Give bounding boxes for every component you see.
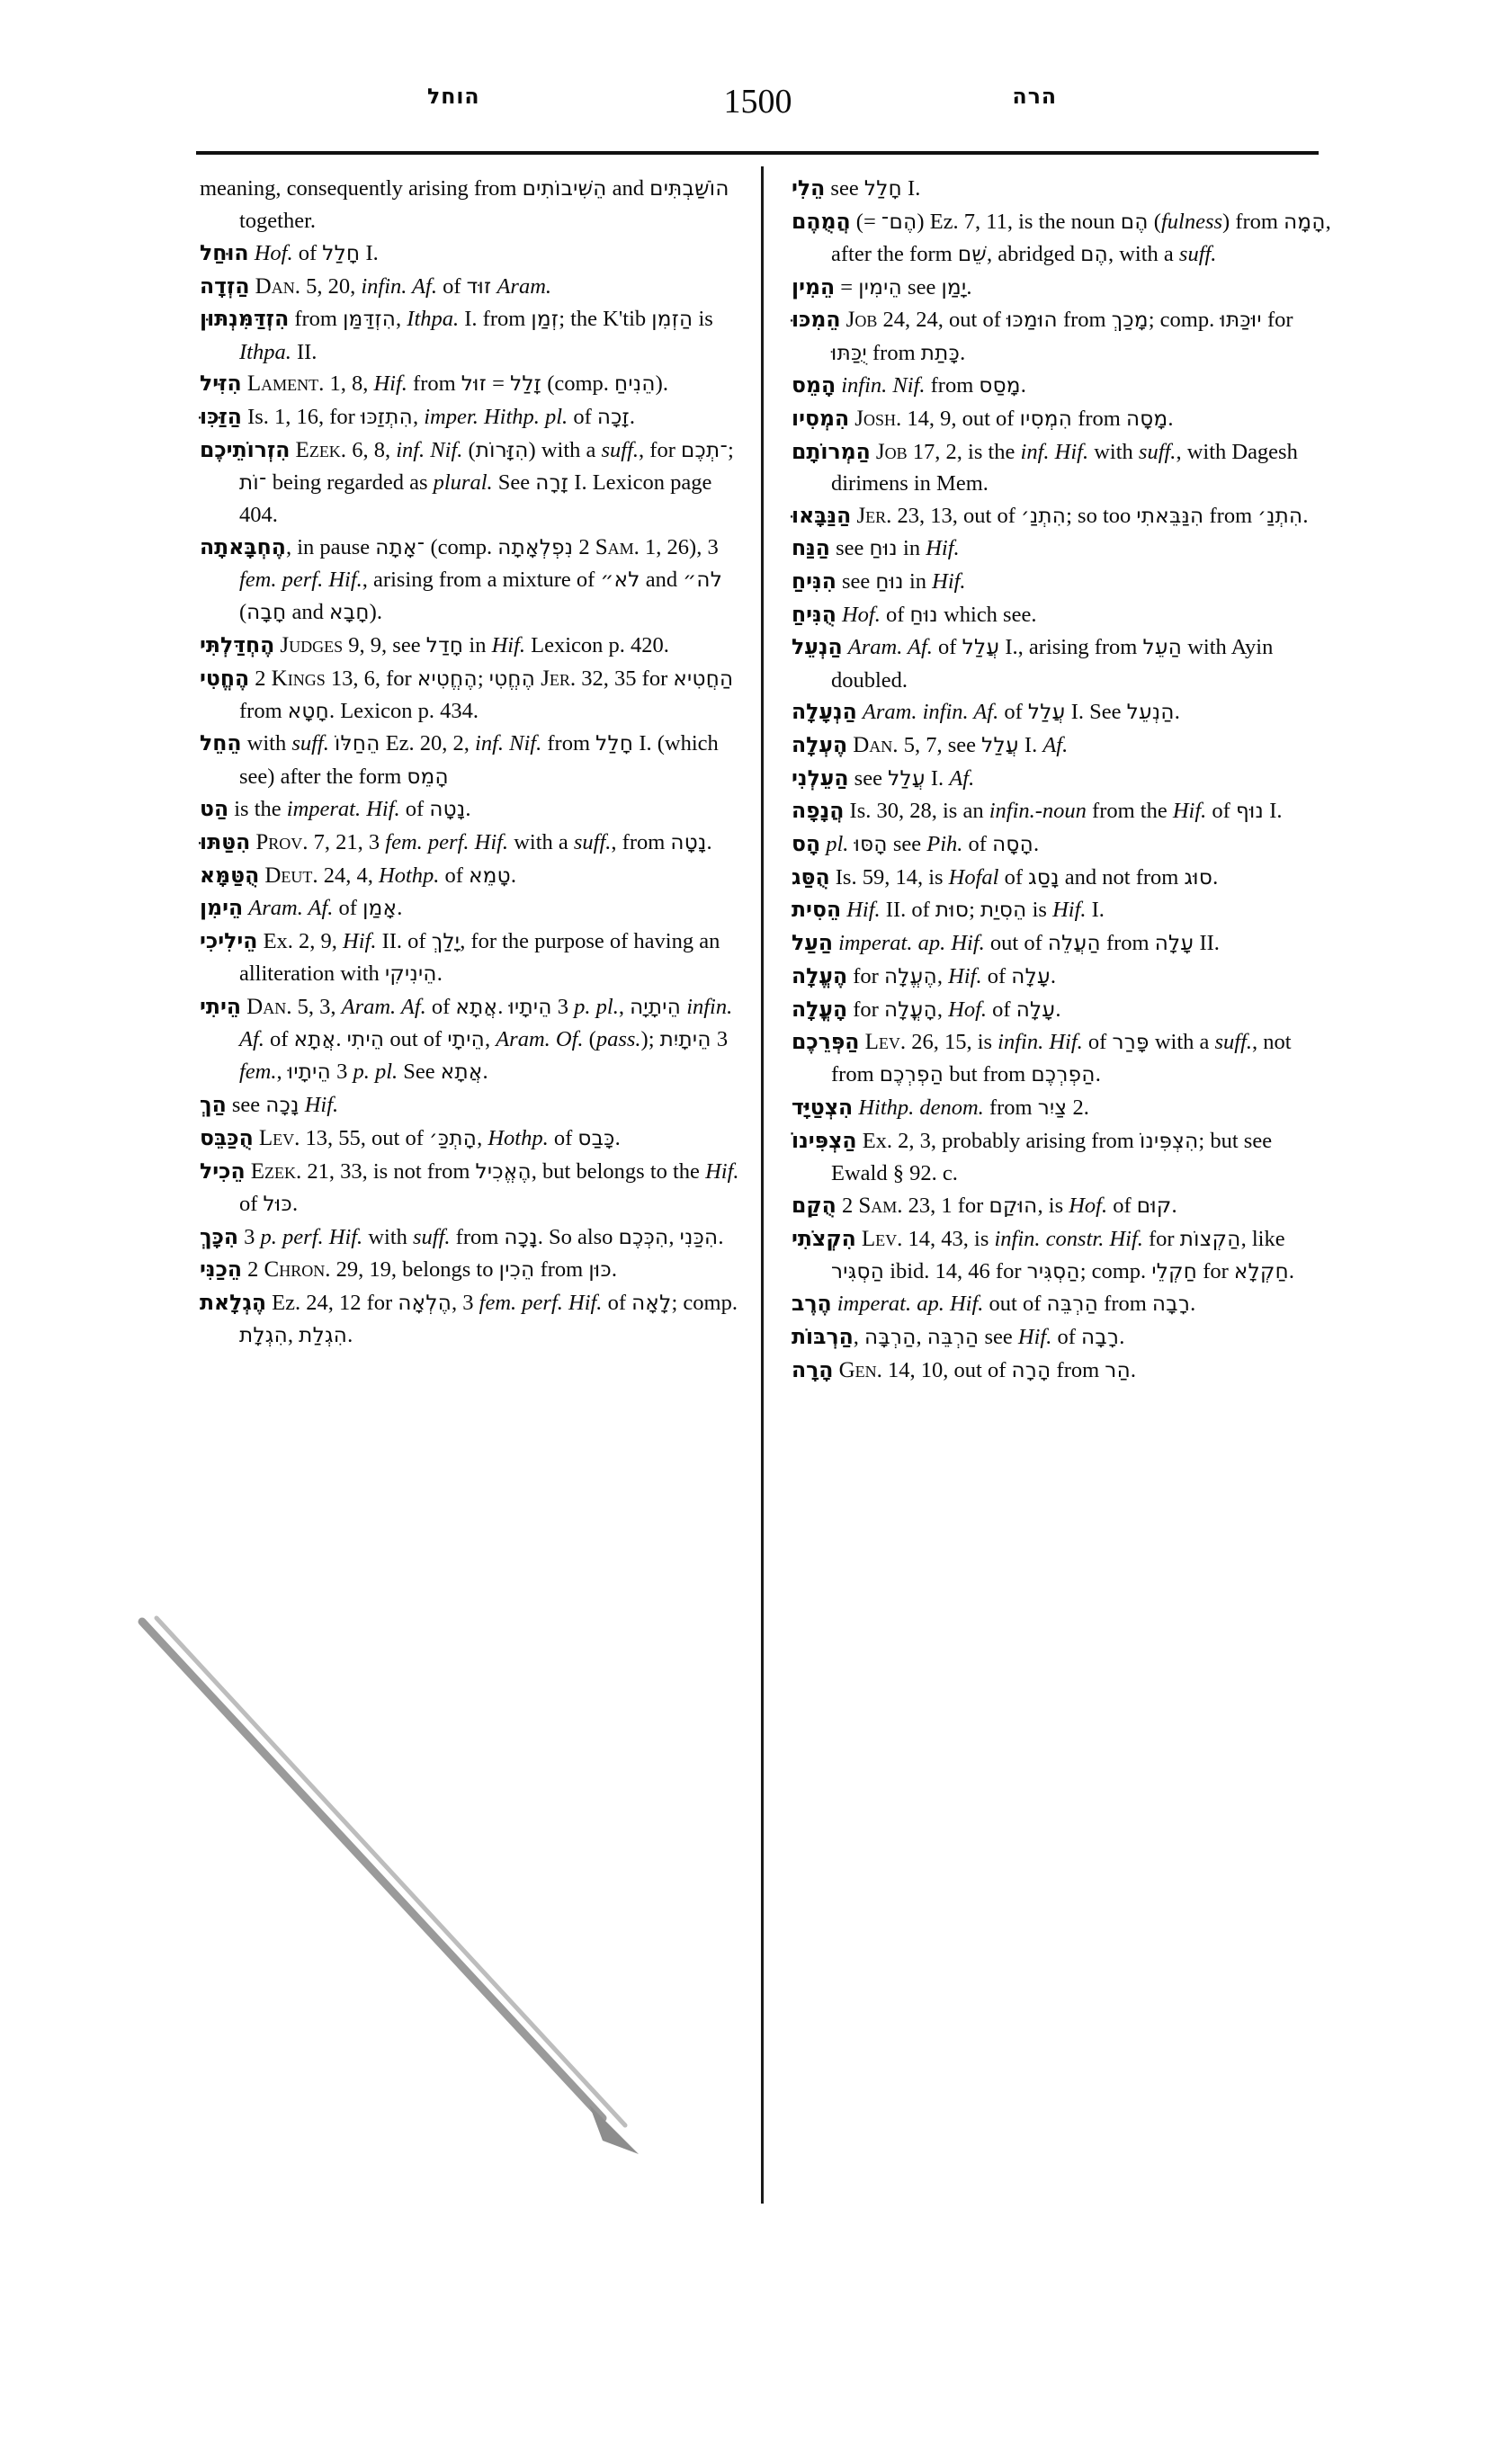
right-column-entry: הֲמֻהֶם (= הֶם־) Ez. 7, 11, is the noun הֶם (fulness) from הָמָה, after the form שֵׁם, abridged הֶם, with a suff. xyxy=(792,208,1331,266)
left-column-entry: הֵימִן Aram. Af. of אָמַן. xyxy=(200,895,403,921)
right-column-entry: הַעַל imperat. ap. Hif. out of הַעֲלֵה from עָלָה II. xyxy=(792,930,1220,956)
right-column-entry: הַנַּבָּאוּ Jer. 23, 13, out of הִתְנַ׳; so too הִנַּבֵּאתִי from הִתְנַ׳. xyxy=(792,502,1309,528)
right-column-entry: הֶעֱלָה for הֶעֱלָה, Hif. of עָלָה. xyxy=(792,962,1057,988)
left-column-entry: הַזְדָה Dan. 5, 20, infin. Af. of זוּד Aram. xyxy=(200,273,552,299)
right-column-entry: הַרְבּוֹת, הַרְבָּה, הַרְבֵּה see Hif. of רָבָה. xyxy=(792,1324,1125,1350)
left-column-entry: הֶחֱטִי 2 Kings 13, 6, for הֶחֱטִיא; הֶחֱטִי Jer. 32, 35 for הַחֲטִיא from חָטָא. Lexicon p. 434. xyxy=(200,665,734,723)
right-column-entry: הָס pl. הָסּוּ see Pih. of הָסָה. xyxy=(792,831,1040,857)
right-column-entry: הִקְצֹתִי Lev. 14, 43, is infin. constr. Hif. for הַקְצוֹת, like הַסְגִּיר ibid. 14, 46 for הַסְגִּיר; comp. חַקְלֵי for חַקְלָא. xyxy=(792,1225,1295,1283)
left-column-entry: הֵכַנִּי 2 Chron. 29, 19, belongs to הֵכִין from כּוּן. xyxy=(200,1256,618,1283)
right-column-entry: הֶעְלָה Dan. 5, 7, see עֲלַל I. Af. xyxy=(792,731,1069,757)
page-number: 1500 xyxy=(723,83,792,121)
left-column-entry: הַט is the imperat. Hif. of נָטָה. xyxy=(200,796,471,822)
right-column-entry: הֻנִּיחַ Hof. of נוּחַ which see. xyxy=(792,601,1037,627)
left-column-entry: הֶגְלָאת Ez. 24, 12 for הֶלְאָה, 3 fem. perf. Hif. of לָאָה; comp. הִגְלָת, הִגְלַת. xyxy=(200,1289,738,1348)
left-column-entry: הַזַּכִּוּ Is. 1, 16, for הִתְזַכּוּ, imper. Hithp. pl. of זָכָה. xyxy=(200,403,636,429)
left-column-entry: הִטַּתּוּ Prov. 7, 21, 3 fem. perf. Hif. with a suff., from נָטָה. xyxy=(200,829,712,855)
left-column xyxy=(200,173,739,1353)
left-column-entry: הֶחְבָּאתָה, in pause ־אָתָה (comp. נִפְלְאָתָה 2 Sam. 1, 26), 3 fem. perf. Hif., arising from a mixture of לא״ and לה״ (חָבָה and חָבָא). xyxy=(200,533,723,625)
left-column-entry: הִזִּיל Lament. 1, 8, Hif. from זוּל = זָלַל (comp. הֵנִיחַ). xyxy=(200,371,668,397)
left-column-entry: הוּחַל Hof. of חָלַל I. xyxy=(200,239,379,265)
right-column-entry: הֵלִי see חָלַל I. xyxy=(792,175,921,201)
right-column-entry: הַצְפִּינוֹ Ex. 2, 3, probably arising from הִצְפִּינוֹ; but see Ewald § 92. c. xyxy=(792,1127,1273,1186)
right-column-entry: הָמֵס infin. Nif. from מָסַס. xyxy=(792,372,1026,398)
left-column-entry: הֵיתִי Dan. 5, 3, Aram. Af. of אֲתָא. הֵיתָיוּ 3 p. pl., הֵיתָיָה infin. Af. of אֲתָא. הֵיתִי out of הֵיתָי, Aram. Of. (pass.); הֵיתָיִת 3 fem., הֵיתָיוּ 3 p. pl. See אֲתָא. xyxy=(200,994,733,1085)
right-column-entry: הֶרֶב imperat. ap. Hif. out of הַרְבֵּה from רָבָה. xyxy=(792,1291,1196,1317)
right-column-entry: הָעֳלָה for הָעֳלָה, Hof. of עָלָה. xyxy=(792,996,1061,1022)
right-column-entry: הַעֵלְנִי see עֲלַל I. Af. xyxy=(792,765,975,791)
right-column-entry: הֵמִין = הֵימִין see יָמַן. xyxy=(792,273,972,300)
right-column-entry: הַנְעָלָה Aram. infin. Af. of עֲלַל I. See הַנְעֵל. xyxy=(792,699,1180,725)
right-column-entry: הָרָה Gen. 14, 10, out of הָרָה from הַר. xyxy=(792,1356,1137,1382)
left-column-entry: הֵכִיל Ezek. 21, 33, is not from הֶאֱכִיל, but belongs to the Hif. of כּוּל. xyxy=(200,1158,739,1216)
right-column-entry: הִמְסִיו Josh. 14, 9, out of הִמְסִיו from מָסָה. xyxy=(792,405,1174,431)
left-column-entry: meaning, consequently arising from הֵשִׁיבוֹתִים and הוֹשַׁבְתִּים together. xyxy=(200,176,729,234)
left-column-entry: הִזְרוֹתֵיכֶם Ezek. 6, 8, inf. Nif. (הִזָּרוֹת) with a suff., for ־תְכֶם; ־וֹת being regarded as plural. See זָרָה I. Lexicon page 404. xyxy=(200,436,734,528)
right-column-entry: הֵמִכּוּ Job 24, 24, out of הוּמַכּוּ from מָכַךְ; comp. יוּכַּתּוּ for יֻכַּתּוּ from כָּתַת. xyxy=(792,307,1293,365)
header-rule xyxy=(196,151,1319,155)
column-divider xyxy=(761,166,764,2204)
page-header xyxy=(193,72,1322,144)
left-column-entry: הִזְדַּמִּנְתּוּן from הִזְדַּמַּן, Ithpa. I. from זְמַן; the K'tib הַזְמִן is Ithpa. II. xyxy=(200,306,713,364)
left-column-entry: הֻכַּבֵּס Lev. 13, 55, out of הָתְכַּ׳, Hothp. of כָּבַס. xyxy=(200,1124,621,1150)
left-column-entry: הֵחֵל with suff. הֵחַלּוֹ Ez. 20, 2, inf. Nif. from חָלַל I. (which see) after the form הָמֵס xyxy=(200,730,719,789)
right-column-entry: הֻקַם 2 Sam. 23, 1 for הוּקַם, is Hof. of קוּם. xyxy=(792,1192,1177,1218)
right-column-entry: הֻסַּג Is. 59, 14, is Hofal of נָסַג and not from סוּג. xyxy=(792,863,1219,890)
right-column-entry: הַנְעֵל Aram. Af. of עֲלַל I., arising from הַעֵל with Ayin doubled. xyxy=(792,634,1274,693)
left-column-entry: הִכָּךְ 3 p. perf. Hif. with suff. from נָכָה. So also הִכְּכֶם, הִכַּנִי. xyxy=(200,1223,724,1249)
left-column-entry: הֻטַּמָּא Deut. 24, 4, Hothp. of טָמֵא. xyxy=(200,862,517,888)
left-column-entry: הַךְ see נָכָה Hif. xyxy=(200,1092,339,1118)
right-column-entry: הַנַּח see נוּחַ in Hif. xyxy=(792,535,960,561)
header-right-headword: הרה xyxy=(1012,84,1057,109)
pencil-scratch-mark xyxy=(135,1614,729,2190)
right-column-entry: הֵסִית Hif. II. of סוּת; הֵסִיַת is Hif. I. xyxy=(792,897,1105,923)
right-column-entry: הַפְּרֵכֶם Lev. 26, 15, is infin. Hif. of פָּרַר with a suff., not from הַפְרְכֶם but from הַפְרְכֶם. xyxy=(792,1029,1292,1087)
right-column-entry: הֲנָפָה Is. 30, 28, is an infin.-noun from the Hif. of נוּף I. xyxy=(792,798,1283,824)
right-column-entry: הִצְטַיָּד Hithp. denom. from צַיִר 2. xyxy=(792,1095,1089,1121)
left-column-entry: הֵילִיכִי Ex. 2, 9, Hif. II. of יָלַךְ, for the purpose of having an alliteration with הֵינִיקִי. xyxy=(200,928,720,987)
right-column-entry: הַמְרוֹתָם Job 17, 2, is the inf. Hif. with suff., with Dagesh dirimens in Mem. xyxy=(792,438,1298,496)
left-column-entry: הֶחְדַּלְתִּי Judges 9, 9, see חָדַל in Hif. Lexicon p. 420. xyxy=(200,631,669,657)
right-column xyxy=(792,173,1331,1388)
right-column-entry: הִנִּיחַ see נוּחַ in Hif. xyxy=(792,568,966,594)
header-left-headword: הוחל xyxy=(427,84,480,109)
